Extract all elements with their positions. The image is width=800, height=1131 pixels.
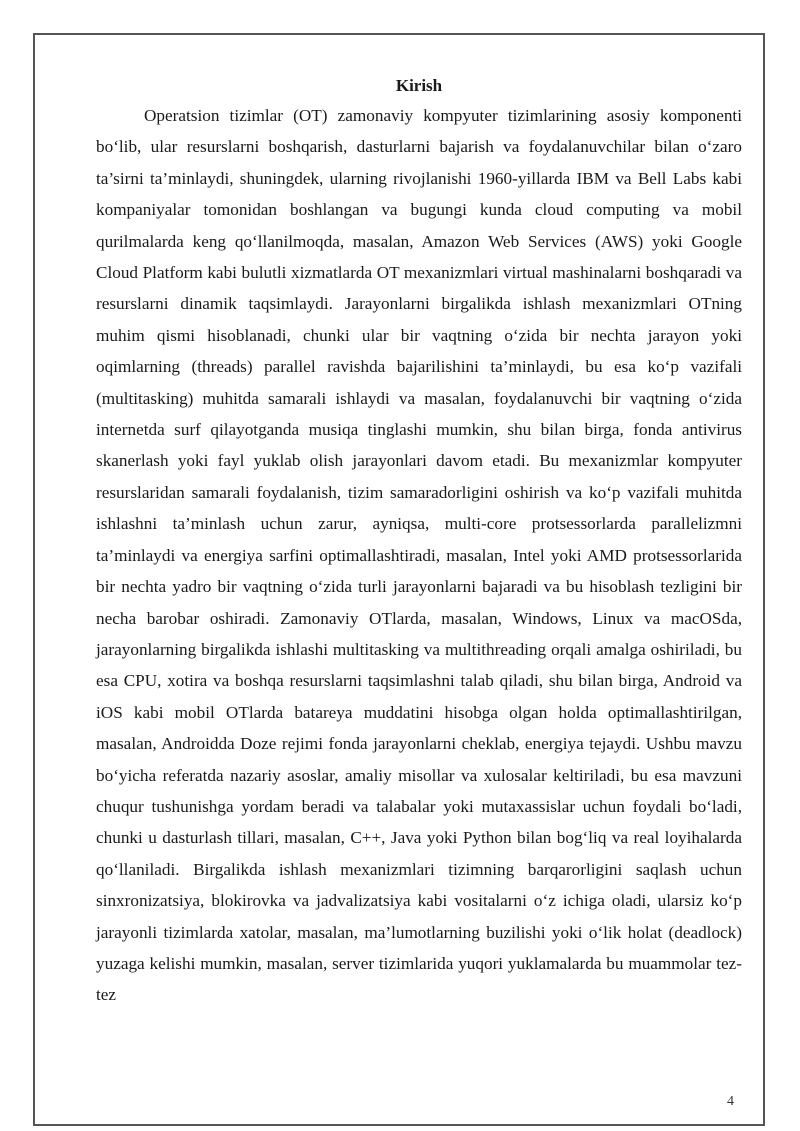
body-paragraph: Operatsion tizimlar (OT) zamonaviy kompyuter tizimlarining asosiy komponenti bo‘lib, ular resurslarni boshqarish, dasturlarni bajarish va foydalanuvchilar bilan o‘zaro ta’sirni ta’minlaydi, shuningdek, ularning rivojlanishi 1960-yillarda IBM va Bell Labs kabi kompaniyalar tomonidan boshlangan va bugungi kunda cloud computing va mobil qurilmalarda keng qo‘llanilmoqda, masalan, Amazon Web Services (AWS) yoki Google Cloud Platform kabi bulutli xizmatlarda OT mexanizmlari virtual mashinalarni boshqaradi va resurslarni dinamik taqsimlaydi. Jarayonlarni birgalikda ishlash mexanizmlari OTning muhim qismi hisoblanadi, chunki ular bir vaqtning o‘zida bir nechta jarayon yoki oqimlarning (threads) parallel ravishda bajarilishini ta’minlaydi, bu esa ko‘p vazifali (multitasking) muhitda samarali ishlaydi va masalan, foydalanuvchi bir vaqtning o‘zida internetda surf qilayotganda musiqa tinglashi mumkin, shu bilan birga, fonda antivirus skanerlash yoki fayl yuklab olish jarayonlari davom etadi. Bu mexanizmlar kompyuter resurslaridan samarali foydalanish, tizim samaradorligini oshirish va ko‘p vazifali muhitda ishlashni ta’minlash uchun zarur, ayniqsa, multi-core protsessorlarda parallelizmni ta’minlaydi va energiya sarfini optimallashtiradi, masalan, Intel yoki AMD protsessorlarida bir nechta yadro bir vaqtning o‘zida turli jarayonlarni bajaradi va bu hisoblash tezligini bir necha barobar oshiradi. Zamonaviy OTlarda, masalan, Windows, Linux va macOSda, jarayonlarning birgalikda ishlashi multitasking va multithreading orqali amalga oshiriladi, bu esa CPU, xotira va boshqa resurslarni taqsimlashni talab qiladi, shu bilan birga, Android va iOS kabi mobil OTlarda batareya muddatini hisobga olgan holda optimallashtirilgan, masalan, Androidda Doze rejimi fonda jarayonlarni cheklab, energiya tejaydi. Ushbu mavzu bo‘yicha referatda nazariy asoslar, amaliy misollar va xulosalar keltiriladi, bu esa mavzuni chuqur tushunishga yordam beradi va talabalar yoki mutaxassislar uchun foydali bo‘ladi, chunki u dasturlash tillari, masalan, C++, Java yoki Python bilan bog‘liq va real loyihalarda qo‘llaniladi. Birgalikda ishlash mexanizmlari tizimning barqarorligini saqlash uchun sinxronizatsiya, blokirovka va jadvalizatsiya kabi vositalarni o‘z ichiga oladi, ularsiz ko‘p jarayonli tizimlarda xatolar, masalan, ma’lumotlarning buzilishi yoki o‘lik holat (deadlock) yuzaga kelishi mumkin, masalan, server tizimlarida yuqori yuklamalarda bu muammolar tez-tez xyxy=(96,106,742,1005)
document-body xyxy=(96,72,742,1011)
page-number: 4 xyxy=(727,1094,734,1109)
section-title: Kirish xyxy=(395,76,443,95)
